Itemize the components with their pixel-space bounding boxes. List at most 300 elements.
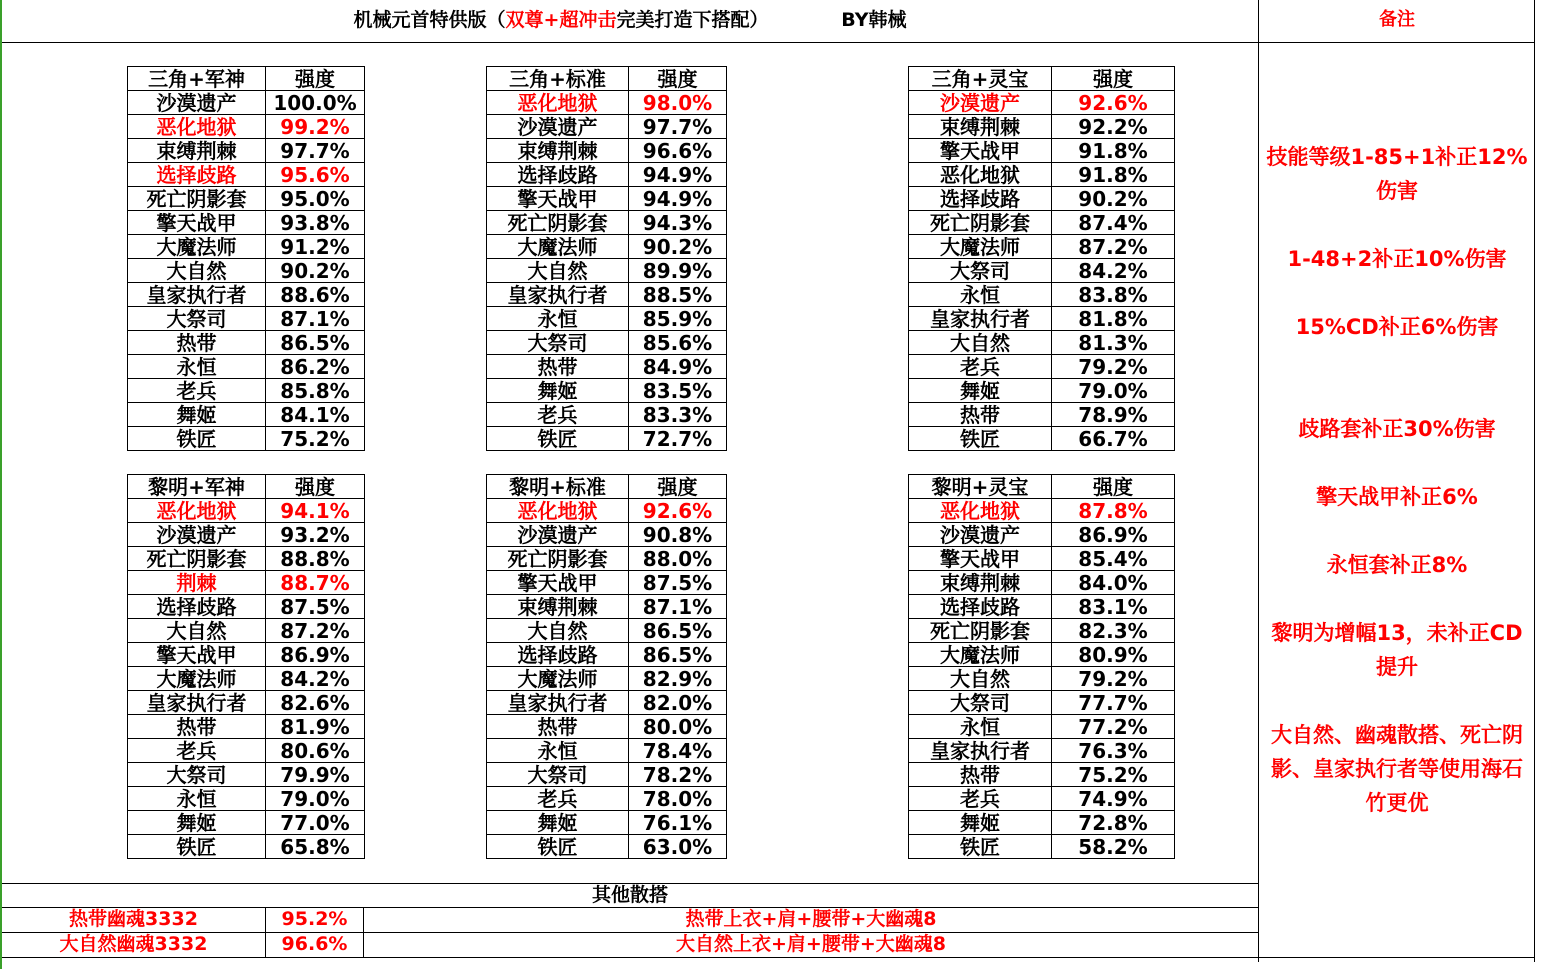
set-name-cell: 热带 — [909, 403, 1052, 427]
strength-value-cell: 82.0% — [629, 691, 727, 715]
strength-value-cell: 87.4% — [1052, 211, 1175, 235]
strength-value-cell: 90.2% — [266, 259, 365, 283]
table-row — [487, 403, 727, 427]
strength-value-cell: 79.0% — [266, 787, 365, 811]
table-row — [909, 235, 1175, 259]
table-row — [487, 427, 727, 451]
set-name-cell: 铁匠 — [487, 427, 629, 451]
table-row — [909, 283, 1175, 307]
table-row — [909, 763, 1175, 787]
table-row — [909, 355, 1175, 379]
table-row — [487, 523, 727, 547]
set-name-cell: 束缚荆棘 — [128, 139, 266, 163]
extra-row-detail: 热带上衣+肩+腰带+大幽魂8 — [685, 908, 937, 930]
table-row — [128, 787, 365, 811]
strength-value-cell: 84.1% — [266, 403, 365, 427]
strength-header: 强度 — [1052, 475, 1175, 499]
strength-value-cell: 86.9% — [266, 643, 365, 667]
set-name-cell: 束缚荆棘 — [909, 571, 1052, 595]
table-row — [128, 115, 365, 139]
strength-header: 强度 — [629, 475, 727, 499]
table-liming-junshen — [127, 474, 365, 859]
set-name-cell: 擎天战甲 — [487, 571, 629, 595]
table-row — [909, 523, 1175, 547]
set-name-cell: 皇家执行者 — [128, 691, 266, 715]
set-name-cell: 擎天战甲 — [909, 547, 1052, 571]
table-row — [487, 283, 727, 307]
strength-value-cell: 75.2% — [1052, 763, 1175, 787]
set-name-cell: 擎天战甲 — [128, 211, 266, 235]
table-row — [909, 379, 1175, 403]
table-liming-biaozhun — [486, 474, 727, 859]
table-row — [909, 643, 1175, 667]
set-name-cell: 老兵 — [487, 787, 629, 811]
note-item: 黎明为增幅13，未补正CD提升 — [1271, 621, 1523, 679]
strength-value-cell: 87.2% — [266, 619, 365, 643]
strength-value-cell: 72.8% — [1052, 811, 1175, 835]
set-name-cell: 大自然 — [487, 619, 629, 643]
strength-value-cell: 81.9% — [266, 715, 365, 739]
table-row — [128, 643, 365, 667]
strength-header: 强度 — [629, 67, 727, 91]
set-name-cell: 大魔法师 — [128, 667, 266, 691]
table-header-row — [909, 475, 1175, 499]
table-row — [487, 619, 727, 643]
strength-value-cell: 66.7% — [1052, 427, 1175, 451]
table-sanjiao-junshen — [127, 66, 365, 451]
table-row — [487, 643, 727, 667]
strength-value-cell: 75.2% — [266, 427, 365, 451]
set-name-cell: 死亡阴影套 — [128, 187, 266, 211]
strength-value-cell: 83.5% — [629, 379, 727, 403]
strength-value-cell: 83.3% — [629, 403, 727, 427]
table-row — [487, 187, 727, 211]
strength-value-cell: 82.6% — [266, 691, 365, 715]
set-name-cell: 沙漠遗产 — [128, 523, 266, 547]
table-header-row — [487, 475, 727, 499]
set-name-cell: 老兵 — [909, 787, 1052, 811]
table-row — [128, 379, 365, 403]
strength-value-cell: 77.0% — [266, 811, 365, 835]
strength-value-cell: 87.5% — [266, 595, 365, 619]
strength-value-cell: 83.8% — [1052, 283, 1175, 307]
strength-value-cell: 90.2% — [1052, 187, 1175, 211]
strength-value-cell: 85.8% — [266, 379, 365, 403]
note-item: 技能等级1-85+1补正12%伤害 — [1266, 145, 1528, 203]
table-row — [487, 763, 727, 787]
strength-value-cell: 99.2% — [266, 115, 365, 139]
table-row — [128, 283, 365, 307]
note-item: 擎天战甲补正6% — [1316, 485, 1478, 509]
strength-value-cell: 84.9% — [629, 355, 727, 379]
title-suffix: 完美打造下搭配） — [616, 9, 769, 31]
set-name-cell: 死亡阴影套 — [487, 211, 629, 235]
table-row — [487, 211, 727, 235]
table-row — [909, 787, 1175, 811]
table-row — [487, 115, 727, 139]
build-name-header: 黎明+灵宝 — [909, 475, 1052, 499]
set-name-cell: 大魔法师 — [909, 643, 1052, 667]
table-row — [909, 595, 1175, 619]
table-row — [128, 427, 365, 451]
set-name-cell: 皇家执行者 — [128, 283, 266, 307]
extra-row-name: 热带幽魂3332 — [69, 908, 198, 930]
strength-value-cell: 92.6% — [629, 499, 727, 523]
table-row — [487, 259, 727, 283]
strength-value-cell: 87.8% — [1052, 499, 1175, 523]
bottom-line — [2, 957, 1535, 958]
set-name-cell: 死亡阴影套 — [909, 619, 1052, 643]
strength-value-cell: 77.7% — [1052, 691, 1175, 715]
set-name-cell: 沙漠遗产 — [909, 91, 1052, 115]
build-name-header: 黎明+标准 — [487, 475, 629, 499]
set-name-cell: 死亡阴影套 — [128, 547, 266, 571]
set-name-cell: 舞姬 — [128, 403, 266, 427]
set-name-cell: 选择歧路 — [128, 163, 266, 187]
table-sanjiao-lingbao — [908, 66, 1175, 451]
strength-value-cell: 79.2% — [1052, 355, 1175, 379]
set-name-cell: 选择歧路 — [909, 595, 1052, 619]
table-row — [487, 379, 727, 403]
strength-value-cell: 87.1% — [266, 307, 365, 331]
note-item: 15%CD补正6%伤害 — [1295, 315, 1499, 339]
table-row — [128, 835, 365, 859]
set-name-cell: 大自然 — [128, 259, 266, 283]
strength-value-cell: 84.2% — [1052, 259, 1175, 283]
set-name-cell: 大自然 — [909, 667, 1052, 691]
table-row — [128, 667, 365, 691]
notes-column-divider — [1258, 0, 1259, 962]
set-name-cell: 老兵 — [128, 379, 266, 403]
set-name-cell: 永恒 — [128, 355, 266, 379]
set-name-cell: 选择歧路 — [909, 187, 1052, 211]
title-prefix: 机械元首特供版（ — [353, 9, 506, 31]
strength-value-cell: 94.3% — [629, 211, 727, 235]
set-name-cell: 皇家执行者 — [487, 691, 629, 715]
set-name-cell: 大祭司 — [128, 307, 266, 331]
table-liming-lingbao — [908, 474, 1175, 859]
set-name-cell: 恶化地狱 — [909, 499, 1052, 523]
set-name-cell: 擎天战甲 — [909, 139, 1052, 163]
build-name-header: 三角+军神 — [128, 67, 266, 91]
table-row — [909, 691, 1175, 715]
set-name-cell: 永恒 — [909, 715, 1052, 739]
table-row — [909, 163, 1175, 187]
set-name-cell: 热带 — [487, 715, 629, 739]
set-name-cell: 束缚荆棘 — [487, 139, 629, 163]
strength-value-cell: 88.8% — [266, 547, 365, 571]
table-row — [909, 619, 1175, 643]
set-name-cell: 大自然 — [909, 331, 1052, 355]
strength-value-cell: 78.2% — [629, 763, 727, 787]
table-row — [487, 811, 727, 835]
strength-value-cell: 58.2% — [1052, 835, 1175, 859]
set-name-cell: 铁匠 — [487, 835, 629, 859]
table-row — [487, 139, 727, 163]
set-name-cell: 恶化地狱 — [487, 91, 629, 115]
set-name-cell: 热带 — [128, 715, 266, 739]
set-name-cell: 铁匠 — [128, 835, 266, 859]
strength-value-cell: 88.6% — [266, 283, 365, 307]
strength-value-cell: 97.7% — [266, 139, 365, 163]
set-name-cell: 热带 — [487, 355, 629, 379]
strength-value-cell: 85.9% — [629, 307, 727, 331]
strength-value-cell: 91.8% — [1052, 139, 1175, 163]
strength-value-cell: 88.5% — [629, 283, 727, 307]
strength-value-cell: 78.9% — [1052, 403, 1175, 427]
table-row — [909, 571, 1175, 595]
strength-value-cell: 86.5% — [629, 619, 727, 643]
set-name-cell: 束缚荆棘 — [909, 115, 1052, 139]
note-item: 永恒套补正8% — [1326, 553, 1468, 577]
set-name-cell: 沙漠遗产 — [487, 523, 629, 547]
strength-value-cell: 100.0% — [266, 91, 365, 115]
set-name-cell: 大祭司 — [487, 763, 629, 787]
table-sanjiao-biaozhun — [486, 66, 727, 451]
table-row — [487, 355, 727, 379]
table-header-row — [909, 67, 1175, 91]
strength-header: 强度 — [266, 67, 365, 91]
strength-value-cell: 91.8% — [1052, 163, 1175, 187]
strength-value-cell: 88.0% — [629, 547, 727, 571]
set-name-cell: 老兵 — [487, 403, 629, 427]
table-row — [487, 667, 727, 691]
table-row — [909, 427, 1175, 451]
set-name-cell: 恶化地狱 — [128, 115, 266, 139]
table-row — [909, 187, 1175, 211]
build-name-header: 黎明+军神 — [128, 475, 266, 499]
strength-value-cell: 78.4% — [629, 739, 727, 763]
table-row — [909, 667, 1175, 691]
strength-value-cell: 86.2% — [266, 355, 365, 379]
set-name-cell: 恶化地狱 — [909, 163, 1052, 187]
set-name-cell: 荆棘 — [128, 571, 266, 595]
set-name-cell: 热带 — [128, 331, 266, 355]
strength-value-cell: 85.6% — [629, 331, 727, 355]
strength-value-cell: 94.9% — [629, 187, 727, 211]
set-name-cell: 永恒 — [128, 787, 266, 811]
strength-value-cell: 80.6% — [266, 739, 365, 763]
notes-list — [1262, 140, 1532, 820]
set-name-cell: 擎天战甲 — [487, 187, 629, 211]
right-border — [1534, 0, 1535, 962]
table-row — [487, 91, 727, 115]
table-row — [128, 403, 365, 427]
table-row — [487, 499, 727, 523]
set-name-cell: 大自然 — [487, 259, 629, 283]
strength-value-cell: 93.2% — [266, 523, 365, 547]
strength-value-cell: 78.0% — [629, 787, 727, 811]
table-row — [487, 715, 727, 739]
strength-value-cell: 90.8% — [629, 523, 727, 547]
set-name-cell: 束缚荆棘 — [487, 595, 629, 619]
set-name-cell: 大祭司 — [487, 331, 629, 355]
set-name-cell: 死亡阴影套 — [909, 211, 1052, 235]
note-item: 大自然、幽魂散搭、死亡阴影、皇家执行者等使用海石竹更优 — [1271, 723, 1523, 815]
table-row — [128, 355, 365, 379]
strength-value-cell: 98.0% — [629, 91, 727, 115]
set-name-cell: 大自然 — [128, 619, 266, 643]
strength-value-cell: 63.0% — [629, 835, 727, 859]
table-row — [909, 811, 1175, 835]
strength-value-cell: 77.2% — [1052, 715, 1175, 739]
strength-value-cell: 88.7% — [266, 571, 365, 595]
note-item: 1-48+2补正10%伤害 — [1287, 247, 1507, 271]
set-name-cell: 铁匠 — [909, 427, 1052, 451]
set-name-cell: 恶化地狱 — [487, 499, 629, 523]
author-label: BY韩械 — [841, 9, 907, 31]
table-row — [909, 211, 1175, 235]
title-highlight: 双尊+超冲击 — [505, 9, 617, 31]
table-row — [909, 307, 1175, 331]
set-name-cell: 大魔法师 — [487, 235, 629, 259]
set-name-cell: 永恒 — [487, 739, 629, 763]
strength-value-cell: 92.2% — [1052, 115, 1175, 139]
strength-value-cell: 97.7% — [629, 115, 727, 139]
table-row — [128, 739, 365, 763]
table-row — [909, 547, 1175, 571]
table-row — [909, 739, 1175, 763]
table-header-row — [487, 67, 727, 91]
table-row — [487, 835, 727, 859]
left-edge-bar — [0, 0, 2, 969]
set-name-cell: 皇家执行者 — [909, 739, 1052, 763]
strength-value-cell: 85.4% — [1052, 547, 1175, 571]
set-name-cell: 热带 — [909, 763, 1052, 787]
strength-value-cell: 76.3% — [1052, 739, 1175, 763]
set-name-cell: 恶化地狱 — [128, 499, 266, 523]
strength-value-cell: 79.9% — [266, 763, 365, 787]
table-row — [128, 91, 365, 115]
set-name-cell: 大魔法师 — [487, 667, 629, 691]
strength-value-cell: 74.9% — [1052, 787, 1175, 811]
table-row — [487, 787, 727, 811]
extra-heading: 其他散搭 — [591, 884, 668, 906]
set-name-cell: 擎天战甲 — [128, 643, 266, 667]
table-row — [487, 307, 727, 331]
strength-header: 强度 — [266, 475, 365, 499]
set-name-cell: 老兵 — [128, 739, 266, 763]
table-row — [487, 235, 727, 259]
table-row — [128, 139, 365, 163]
set-name-cell: 舞姬 — [487, 811, 629, 835]
page-title — [2, 0, 1258, 42]
build-name-header: 三角+标准 — [487, 67, 629, 91]
strength-value-cell: 91.2% — [266, 235, 365, 259]
table-row — [909, 91, 1175, 115]
table-row — [128, 763, 365, 787]
set-name-cell: 舞姬 — [909, 379, 1052, 403]
set-name-cell: 铁匠 — [909, 835, 1052, 859]
strength-value-cell: 94.1% — [266, 499, 365, 523]
extra-row-value: 95.2% — [281, 908, 348, 930]
set-name-cell: 大魔法师 — [909, 235, 1052, 259]
table-row — [909, 715, 1175, 739]
table-row — [909, 115, 1175, 139]
table-row — [487, 547, 727, 571]
table-header-row — [128, 67, 365, 91]
strength-value-cell: 80.9% — [1052, 643, 1175, 667]
set-name-cell: 永恒 — [909, 283, 1052, 307]
extra-row-value: 96.6% — [281, 933, 348, 955]
table-row — [128, 547, 365, 571]
strength-value-cell: 96.6% — [629, 139, 727, 163]
table-row — [128, 571, 365, 595]
set-name-cell: 大祭司 — [909, 691, 1052, 715]
set-name-cell: 永恒 — [487, 307, 629, 331]
set-name-cell: 沙漠遗产 — [909, 523, 1052, 547]
set-name-cell: 大祭司 — [128, 763, 266, 787]
table-row — [128, 163, 365, 187]
strength-value-cell: 81.8% — [1052, 307, 1175, 331]
table-row — [128, 619, 365, 643]
set-name-cell: 沙漠遗产 — [487, 115, 629, 139]
strength-value-cell: 86.5% — [266, 331, 365, 355]
strength-value-cell: 82.9% — [629, 667, 727, 691]
set-name-cell: 舞姬 — [909, 811, 1052, 835]
header-divider — [2, 42, 1535, 43]
strength-value-cell: 90.2% — [629, 235, 727, 259]
set-name-cell: 铁匠 — [128, 427, 266, 451]
strength-value-cell: 87.5% — [629, 571, 727, 595]
strength-value-cell: 65.8% — [266, 835, 365, 859]
table-row — [487, 331, 727, 355]
strength-value-cell: 79.2% — [1052, 667, 1175, 691]
strength-value-cell: 94.9% — [629, 163, 727, 187]
set-name-cell: 选择歧路 — [487, 163, 629, 187]
strength-value-cell: 79.0% — [1052, 379, 1175, 403]
strength-value-cell: 86.5% — [629, 643, 727, 667]
set-name-cell: 大魔法师 — [128, 235, 266, 259]
extra-row-name: 大自然幽魂3332 — [59, 933, 208, 955]
set-name-cell: 皇家执行者 — [487, 283, 629, 307]
set-name-cell: 选择歧路 — [487, 643, 629, 667]
strength-header: 强度 — [1052, 67, 1175, 91]
table-row — [128, 811, 365, 835]
strength-value-cell: 84.0% — [1052, 571, 1175, 595]
table-row — [909, 835, 1175, 859]
strength-value-cell: 95.6% — [266, 163, 365, 187]
strength-value-cell: 82.3% — [1052, 619, 1175, 643]
table-row — [128, 523, 365, 547]
table-row — [128, 211, 365, 235]
set-name-cell: 舞姬 — [128, 811, 266, 835]
note-item: 歧路套补正30%伤害 — [1298, 417, 1496, 441]
table-row — [128, 235, 365, 259]
table-row — [487, 163, 727, 187]
strength-value-cell: 86.9% — [1052, 523, 1175, 547]
set-name-cell: 皇家执行者 — [909, 307, 1052, 331]
table-row — [128, 307, 365, 331]
table-row — [128, 259, 365, 283]
table-row — [128, 331, 365, 355]
table-row — [909, 499, 1175, 523]
strength-value-cell: 89.9% — [629, 259, 727, 283]
strength-value-cell: 92.6% — [1052, 91, 1175, 115]
notes-heading: 备注 — [1379, 9, 1415, 30]
table-row — [128, 499, 365, 523]
set-name-cell: 死亡阴影套 — [487, 547, 629, 571]
set-name-cell: 沙漠遗产 — [128, 91, 266, 115]
table-row — [128, 187, 365, 211]
table-row — [909, 331, 1175, 355]
table-row — [487, 595, 727, 619]
set-name-cell: 舞姬 — [487, 379, 629, 403]
strength-value-cell: 84.2% — [266, 667, 365, 691]
extra-row-detail: 大自然上衣+肩+腰带+大幽魂8 — [676, 933, 946, 955]
table-row — [487, 691, 727, 715]
table-row — [909, 259, 1175, 283]
